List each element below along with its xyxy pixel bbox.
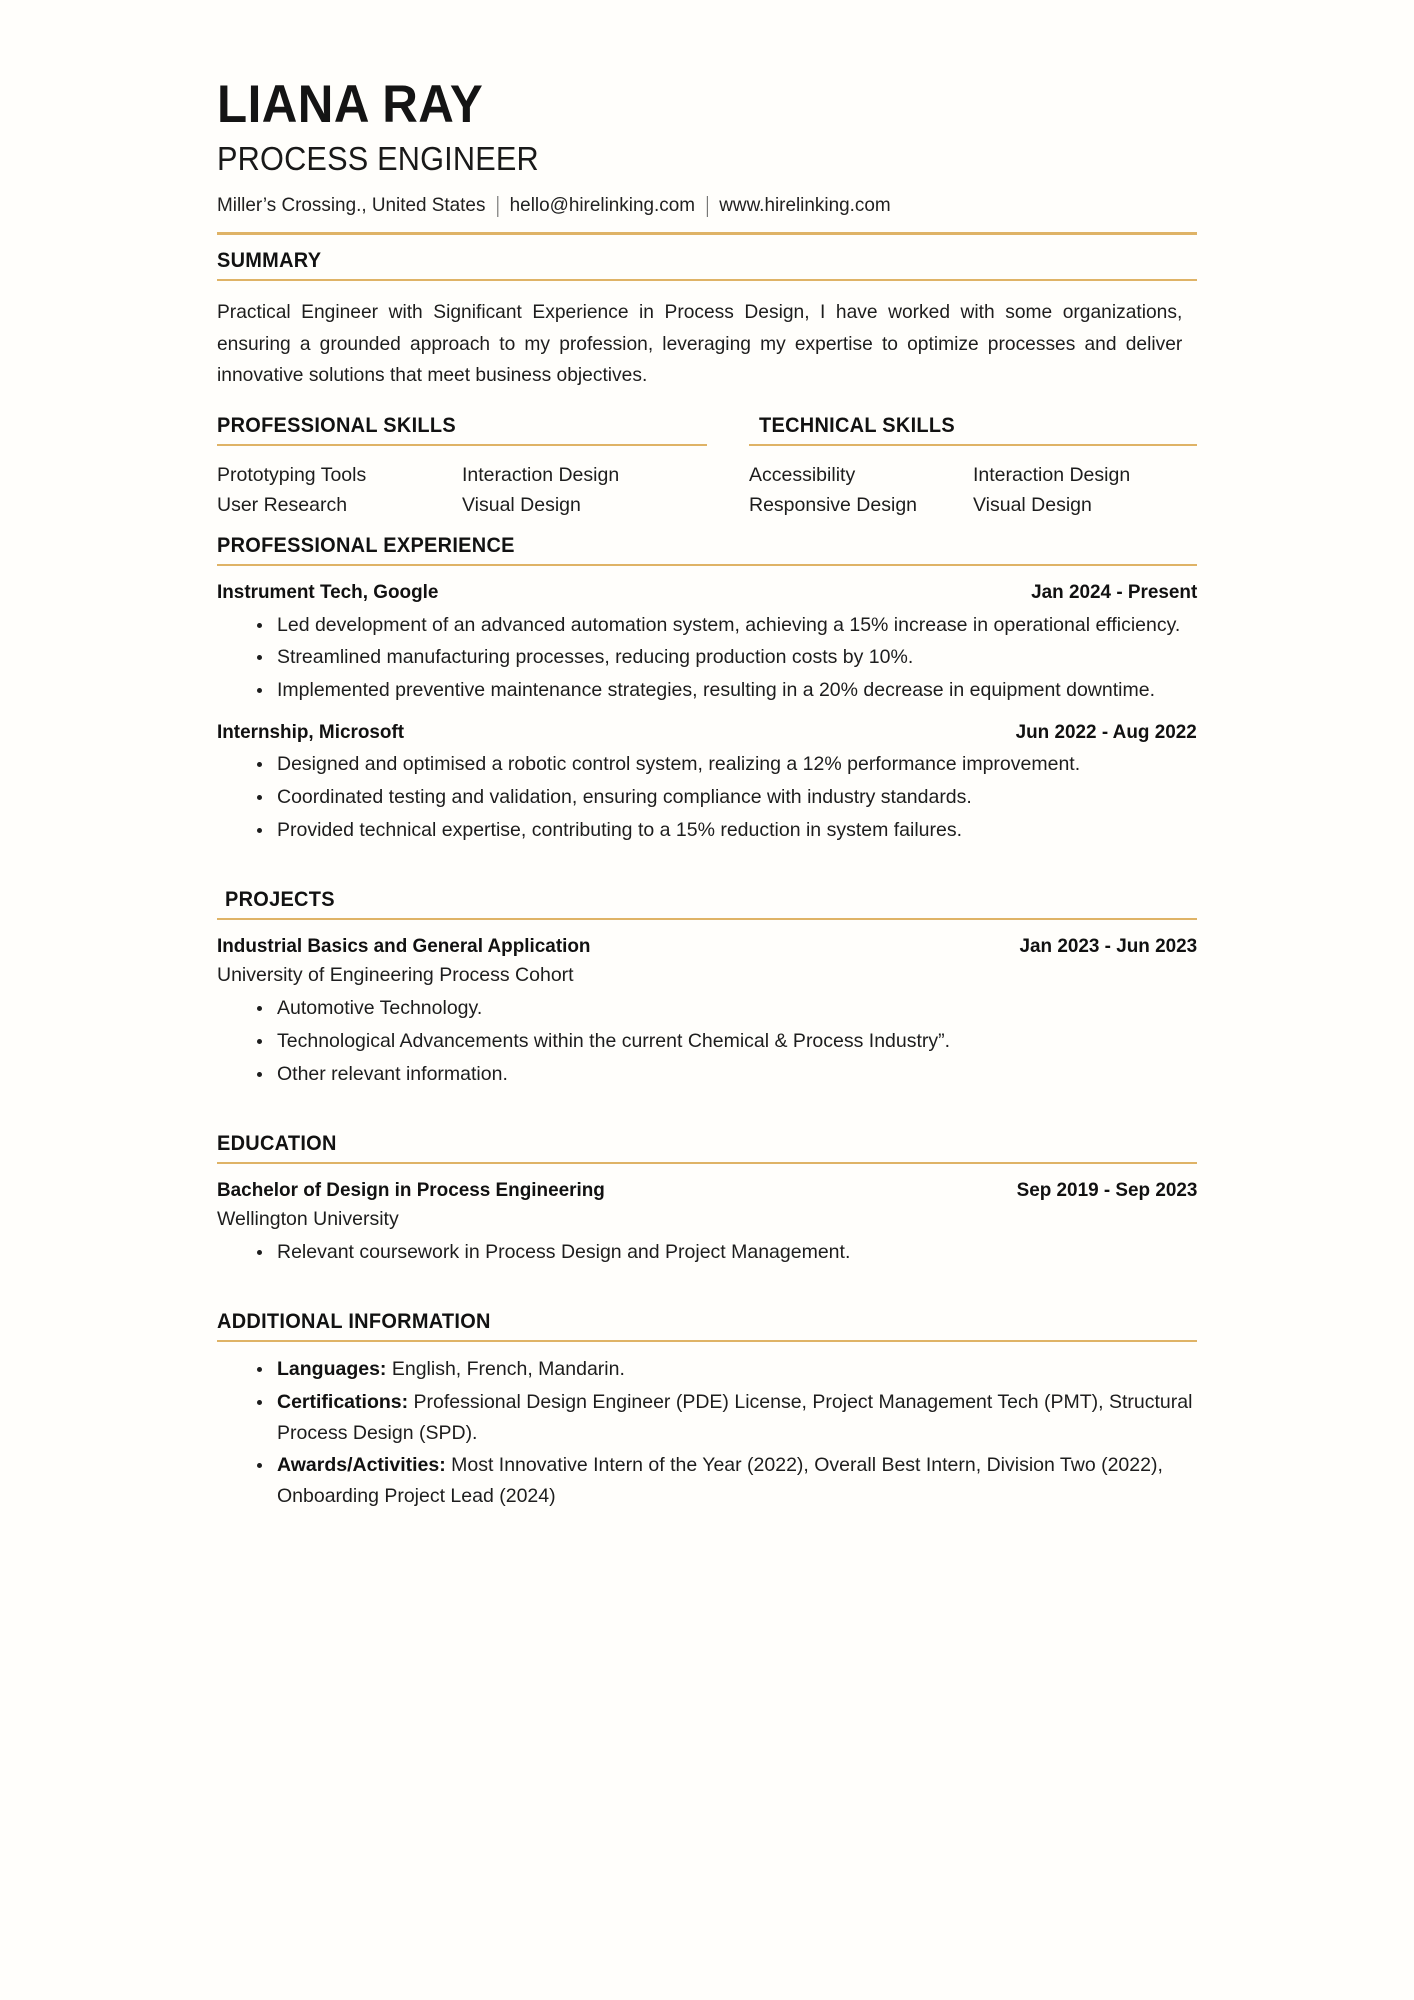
bullet-item: Led development of an advanced automation system, achieving a 15% increase in operational efficiency. <box>257 610 1197 641</box>
experience-job-date: Jan 2024 - Present <box>1030 581 1197 604</box>
technical-skills-divider <box>749 444 1197 446</box>
education-date: Sep 2019 - Sep 2023 <box>1016 1178 1197 1201</box>
additional-info-label: Certifications: <box>277 1390 409 1413</box>
section-heading-additional-information: ADDITIONAL INFORMATION <box>217 1310 491 1334</box>
resume-header <box>217 75 1197 218</box>
experience-job-title: Instrument Tech, Google <box>217 581 439 604</box>
project-date: Jan 2023 - Jun 2023 <box>1019 934 1197 957</box>
skill-item: User Research <box>217 493 348 516</box>
project-entry <box>217 934 1197 1090</box>
section-education <box>217 1118 1197 1268</box>
contact-separator-icon <box>707 196 708 217</box>
section-summary <box>217 235 1197 392</box>
skill-item: Interaction Design <box>462 463 620 486</box>
section-heading-summary: SUMMARY <box>217 249 322 273</box>
bullet-item: Designed and optimised a robotic control system, realizing a 12% performance improvement. <box>257 749 1197 780</box>
professional-skills-list-2 <box>462 460 707 520</box>
additional-information-list <box>217 1354 1197 1512</box>
bullet-item: Other relevant information. <box>257 1059 1197 1090</box>
technical-skills-column <box>707 414 1197 520</box>
project-organization: University of Engineering Process Cohort <box>217 964 574 987</box>
summary-text: Practical Engineer with Significant Experience in Process Design, I have worked with some organizations, ensuring a grounded approach to my profession, leveraging my expertise to optimize processes and deliver innovative solutions that meet business objectives. <box>217 301 1183 387</box>
contact-line <box>217 193 1168 218</box>
professional-skills-column <box>217 414 707 520</box>
summary-divider <box>217 279 1197 281</box>
candidate-job-title: PROCESS ENGINEER <box>217 140 539 178</box>
section-projects <box>217 874 1197 1090</box>
additional-information-divider <box>217 1340 1197 1342</box>
section-heading-technical-skills: TECHNICAL SKILLS <box>759 413 955 437</box>
education-entry <box>217 1178 1197 1268</box>
contact-location: Miller’s Crossing., United States <box>217 193 486 216</box>
skill-item: Prototyping Tools <box>217 463 367 486</box>
education-divider <box>217 1162 1197 1164</box>
professional-skills-divider <box>217 444 707 446</box>
skill-item: Accessibility <box>749 463 856 486</box>
skill-item: Responsive Design <box>749 493 918 516</box>
education-degree: Bachelor of Design in Process Engineering <box>217 1178 605 1201</box>
bullet-item: Implemented preventive maintenance strategies, resulting in a 20% decrease in equipment downtime. <box>257 675 1197 706</box>
section-skills <box>217 414 1197 520</box>
experience-job-title: Internship, Microsoft <box>217 720 405 743</box>
bullet-item <box>257 1354 1197 1385</box>
section-heading-projects: PROJECTS <box>225 887 335 911</box>
contact-separator-icon <box>497 196 498 217</box>
experience-divider <box>217 564 1197 566</box>
contact-email[interactable]: hello@hirelinking.com <box>509 193 695 216</box>
candidate-name: LIANA RAY <box>217 75 484 134</box>
bullet-item: Automotive Technology. <box>257 993 1197 1024</box>
section-heading-experience: PROFESSIONAL EXPERIENCE <box>217 534 515 558</box>
additional-info-value: Professional Design Engineer (PDE) License, Project Management Tech (PMT), Structural Process Design (SPD). <box>277 1390 1193 1444</box>
experience-job-date: Jun 2022 - Aug 2022 <box>1015 720 1197 743</box>
experience-entry <box>217 580 1197 706</box>
additional-info-value: English, French, Mandarin. <box>386 1358 625 1381</box>
bullet-item <box>257 1387 1197 1449</box>
skill-item: Visual Design <box>462 493 581 516</box>
project-bullet-list <box>217 993 1197 1089</box>
education-institution: Wellington University <box>217 1208 399 1231</box>
professional-skills-list-1 <box>217 460 462 520</box>
bullet-item: Relevant coursework in Process Design and Project Management. <box>257 1237 1197 1268</box>
experience-entry <box>217 720 1197 846</box>
technical-skills-list-2 <box>973 460 1197 520</box>
education-bullet-list <box>217 1237 1197 1268</box>
experience-bullet-list <box>217 749 1197 845</box>
bullet-item: Coordinated testing and validation, ensuring compliance with industry standards. <box>257 782 1197 813</box>
projects-divider <box>217 918 1197 920</box>
bullet-item: Streamlined manufacturing processes, reducing production costs by 10%. <box>257 642 1197 673</box>
section-professional-experience <box>217 520 1197 845</box>
skill-item: Visual Design <box>973 493 1092 516</box>
bullet-item: Provided technical expertise, contributing to a 15% reduction in system failures. <box>257 815 1197 846</box>
additional-info-label: Languages: <box>277 1358 387 1381</box>
bullet-item: Technological Advancements within the current Chemical & Process Industry”. <box>257 1026 1197 1057</box>
section-additional-information <box>217 1296 1197 1512</box>
skill-item: Interaction Design <box>973 463 1131 486</box>
contact-website[interactable]: www.hirelinking.com <box>719 193 891 216</box>
project-title: Industrial Basics and General Application <box>217 934 591 957</box>
bullet-item <box>257 1450 1197 1512</box>
additional-info-label: Awards/Activities: <box>277 1454 446 1477</box>
additional-info-value: Most Innovative Intern of the Year (2022), Overall Best Intern, Division Two (2022), Onboarding Project Lead (2024) <box>277 1454 1163 1508</box>
experience-bullet-list <box>217 610 1197 706</box>
section-heading-education: EDUCATION <box>217 1131 337 1155</box>
technical-skills-list-1 <box>749 460 973 520</box>
section-heading-professional-skills: PROFESSIONAL SKILLS <box>217 413 456 437</box>
